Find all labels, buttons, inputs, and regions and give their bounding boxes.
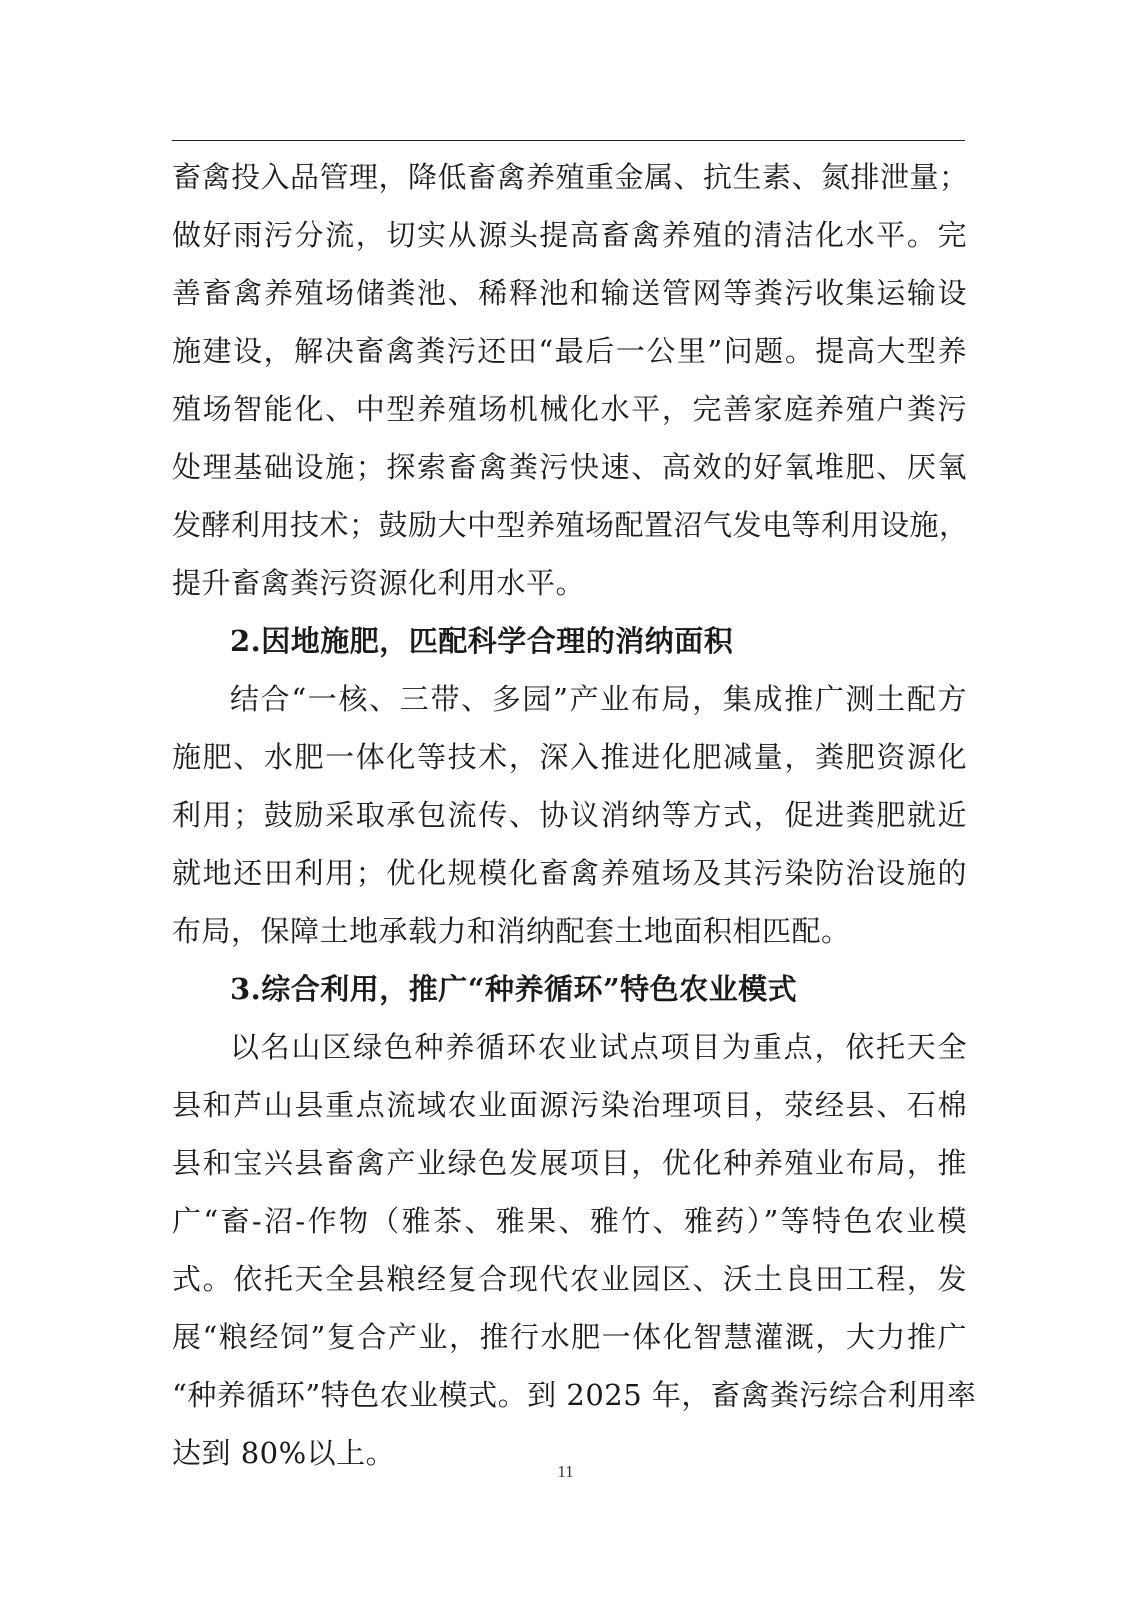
text-line: 达到 80%以上。 bbox=[172, 1436, 396, 1470]
text-line: 处理基础设施；探索畜禽粪污快速、高效的好氧堆肥、厌氧 bbox=[172, 450, 967, 484]
text-line: 提升畜禽粪污资源化利用水平。 bbox=[172, 566, 586, 600]
text-line: 畜禽投入品管理，降低畜禽养殖重金属、抗生素、氮排泄量； bbox=[172, 160, 969, 194]
document-body bbox=[172, 148, 977, 1482]
text-line: 式。依托天全县粮经复合现代农业园区、沃土良田工程，发 bbox=[172, 1262, 967, 1296]
text-line: 殖场智能化、中型养殖场机械化水平，完善家庭养殖户粪污 bbox=[172, 392, 967, 426]
page-number: 11 bbox=[557, 1462, 574, 1481]
text-line: “种养循环”特色农业模式。到 2025 年，畜禽粪污综合利用率 bbox=[172, 1378, 977, 1412]
text-line: 布局，保障土地承载力和消纳配套土地面积相匹配。 bbox=[172, 914, 851, 948]
text-line: 善畜禽养殖场储粪池、稀释池和输送管网等粪污收集运输设 bbox=[172, 276, 967, 310]
text-line: 结合“一核、三带、多园”产业布局，集成推广测土配方 bbox=[230, 682, 967, 716]
text-line: 发酵利用技术；鼓励大中型养殖场配置沼气发电等利用设施， bbox=[172, 508, 969, 542]
text-line: 施建设，解决畜禽粪污还田“最后一公里”问题。提高大型养 bbox=[172, 334, 967, 368]
text-line: 做好雨污分流，切实从源头提高畜禽养殖的清洁化水平。完 bbox=[172, 218, 967, 252]
text-line: 广“畜-沼-作物（雅茶、雅果、雅竹、雅药）”等特色农业模 bbox=[172, 1204, 967, 1238]
text-line: 县和芦山县重点流域农业面源污染治理项目，荥经县、石棉 bbox=[172, 1088, 967, 1122]
section-heading: 3.综合利用，推广“种养循环”特色农业模式 bbox=[230, 972, 798, 1006]
text-line: 展“粮经饲”复合产业，推行水肥一体化智慧灌溉，大力推广 bbox=[172, 1320, 967, 1354]
section-heading: 2.因地施肥，匹配科学合理的消纳面积 bbox=[230, 624, 734, 658]
header-rule bbox=[172, 140, 965, 141]
text-line: 利用；鼓励采取承包流传、协议消纳等方式，促进粪肥就近 bbox=[172, 798, 967, 832]
text-line: 就地还田利用；优化规模化畜禽养殖场及其污染防治设施的 bbox=[172, 856, 967, 890]
text-line: 以名山区绿色种养循环农业试点项目为重点，依托天全 bbox=[230, 1030, 967, 1064]
text-line: 县和宝兴县畜禽产业绿色发展项目，优化种养殖业布局，推 bbox=[172, 1146, 967, 1180]
text-line: 施肥、水肥一体化等技术，深入推进化肥减量，粪肥资源化 bbox=[172, 740, 967, 774]
